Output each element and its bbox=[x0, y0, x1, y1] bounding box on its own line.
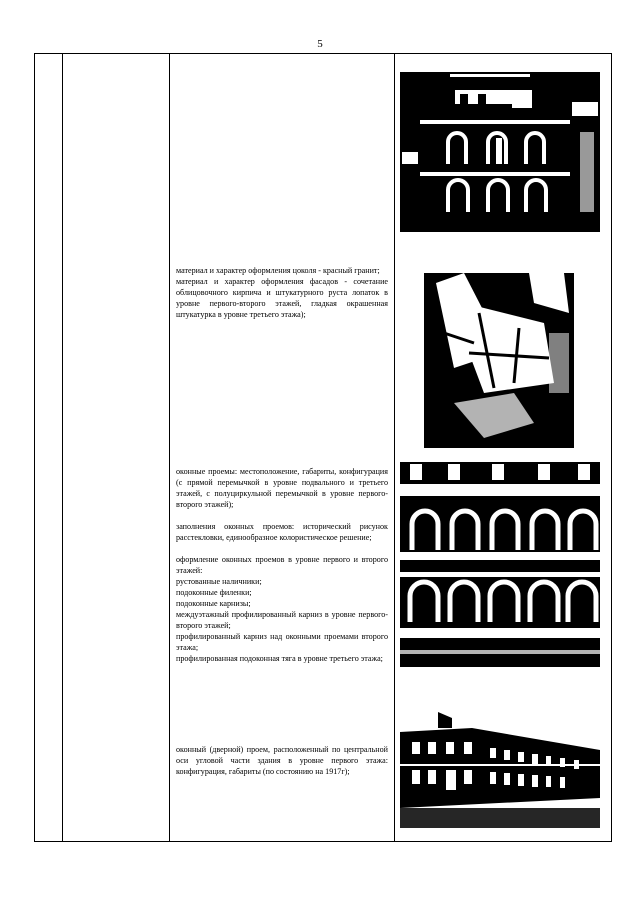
paragraph: материал и характер оформления фасадов - сочетание облицовочного кирпича и штукатурного руста лопаток в уровне первого-второго этажей, гладкая окрашенная штукатурка в уровне третьего этажа); bbox=[176, 277, 388, 319]
page-number: 5 bbox=[317, 38, 323, 50]
column-divider-1 bbox=[62, 54, 63, 841]
paragraph: оформление оконных проемов в уровне первого и второго этажей: bbox=[176, 555, 388, 575]
street-view-photo bbox=[400, 708, 600, 828]
arched-windows-photo bbox=[400, 462, 600, 667]
central-door-text bbox=[176, 744, 388, 777]
paragraph: подоконные карнизы; bbox=[176, 599, 251, 608]
paragraph: профилированная подоконная тяга в уровне третьего этажа; bbox=[176, 654, 383, 663]
window-openings-text bbox=[176, 466, 388, 664]
paragraph: материал и характер оформления цоколя - красный гранит; bbox=[176, 266, 380, 275]
facade-corner-photo bbox=[400, 72, 600, 232]
paragraph: оконный (дверной) проем, расположенный по центральной оси угловой части здания в уровне первого этажа: конфигурация, габариты (по состоянию на 1917г); bbox=[176, 745, 388, 776]
column-divider-3 bbox=[394, 54, 395, 841]
granite-plinth-photo bbox=[424, 273, 574, 448]
paragraph: профилированный карниз над оконными проемами второго этажа; bbox=[176, 632, 388, 652]
paragraph: оконные проемы: местоположение, габариты, конфигурация (с прямой перемычкой в уровне подвального и третьего этажей, с полуциркульной перемычкой в уровне первого-второго этажей); bbox=[176, 467, 388, 509]
plinth-facade-material-text bbox=[176, 265, 388, 320]
paragraph: рустованные наличники; bbox=[176, 577, 262, 586]
column-divider-2 bbox=[169, 54, 170, 841]
paragraph: заполнения оконных проемов: исторический рисунок расстекловки, единообразное колористическое решение; bbox=[176, 522, 388, 542]
paragraph: подоконные филенки; bbox=[176, 588, 252, 597]
paragraph: междуэтажный профилированный карниз в уровне первого-второго этажей; bbox=[176, 610, 388, 630]
